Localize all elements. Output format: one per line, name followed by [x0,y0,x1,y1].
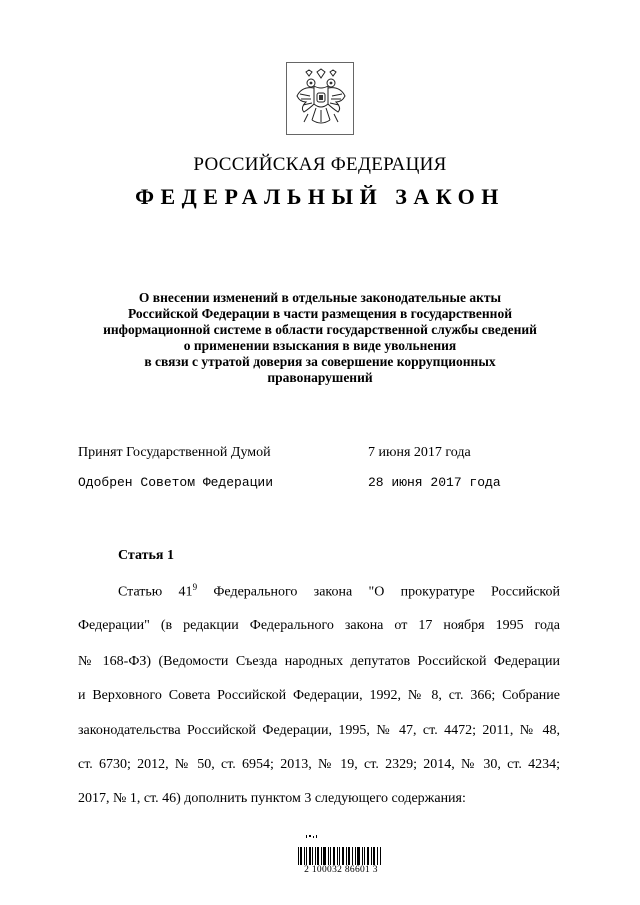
article-line-rest: Федерального закона "О прокуратуре Российской [197,584,560,600]
article-line: № 168-ФЗ) (Ведомости Съезда народных депутатов Российской Федерации [78,654,560,669]
article-line [118,582,560,601]
article-line: Федерации" (в редакции Федерального закона от 17 ноября 1995 года [78,618,560,633]
duma-adoption-date: 7 июня 2017 года [368,445,471,460]
document-type: ФЕДЕРАЛЬНЫЙ ЗАКОН [135,184,505,209]
article-line: 2017, № 1, ст. 46) дополнить пунктом 3 следующего содержания: [78,791,466,806]
article-line-prefix: Статью 41 [118,584,193,600]
country-name: РОССИЙСКАЯ ФЕДЕРАЦИЯ [193,154,447,175]
double-headed-eagle-icon [294,68,348,130]
article-heading: Статья 1 [118,548,174,563]
law-title-line: правонарушений [267,370,373,385]
law-title [70,290,570,386]
barcode-number: 2 100032 86601 3 [304,865,378,875]
law-title-line: в связи с утратой доверия за совершение коррупционных [144,354,496,369]
article-line: ст. 6730; 2012, № 50, ст. 6954; 2013, № 19, ст. 2329; 2014, № 30, ст. 4234; [78,757,560,772]
duma-adoption-label: Принят Государственной Думой [78,445,271,460]
article-line: и Верховного Совета Российской Федерации, 1992, № 8, ст. 366; Собрание [78,688,560,703]
law-title-line: информационной системе в области государственной службы сведений [103,322,537,337]
coat-of-arms-emblem [286,62,354,135]
law-title-line: о применении взыскания в виде увольнения [183,338,457,353]
law-title-line: О внесении изменений в отдельные законодательные акты [138,290,502,305]
council-approval-date: 28 июня 2017 года [368,475,501,490]
article-line: законодательства Российской Федерации, 1995, № 47, ст. 4472; 2011, № 48, [78,723,560,738]
article-number-superscript: 9 [192,582,198,592]
council-approval-label: Одобрен Советом Федерации [78,475,274,490]
law-title-line: Российской Федерации в части размещения в государственной [127,306,512,321]
